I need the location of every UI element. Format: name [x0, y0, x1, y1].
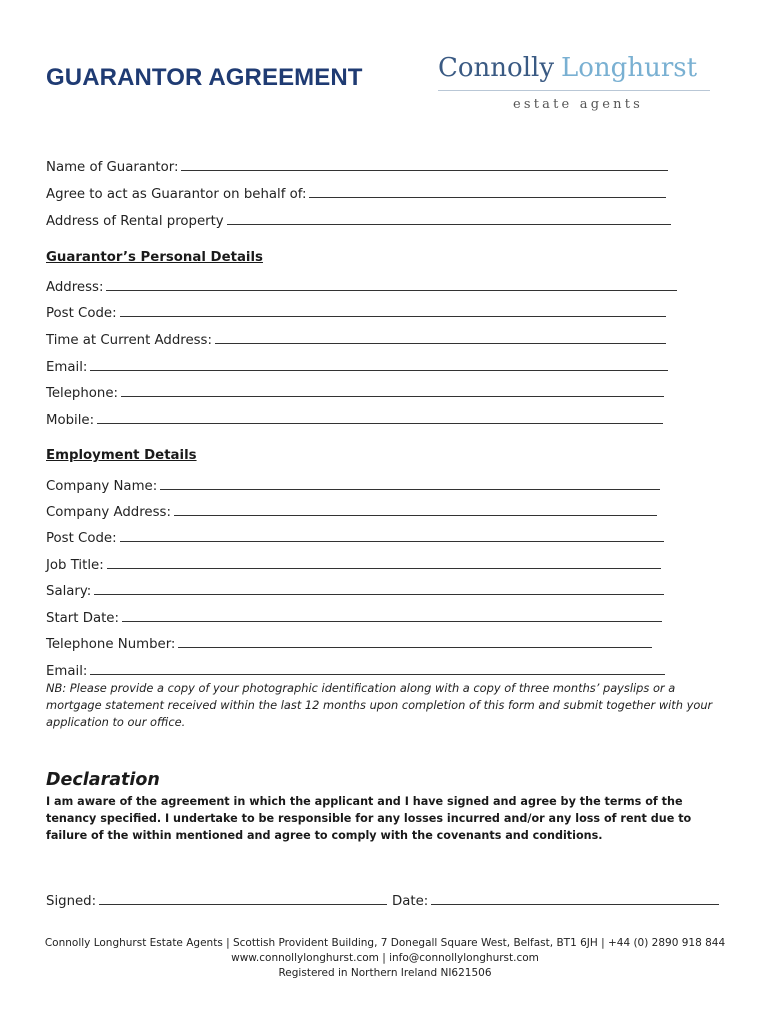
field-mobile: [46, 410, 663, 428]
employment-post-code-input-line[interactable]: [120, 528, 664, 542]
field-address: [46, 277, 677, 295]
signature-input-line[interactable]: [99, 891, 387, 905]
field-label: Company Name:: [46, 479, 158, 494]
field-label: Signed:: [46, 894, 97, 909]
field-signed: [46, 891, 387, 909]
declaration-text: I am aware of the agreement in which the applicant and I have signed and agree by the terms of the tenancy specified. I undertake to be responsible for any losses incurred and/or any loss of rent due to failure of the within mentioned and agree to comply with the covenants and conditions.: [46, 795, 692, 842]
field-label: Job Title:: [46, 558, 104, 573]
start-date-input-line[interactable]: [122, 608, 662, 622]
field-label: Time at Current Address:: [46, 333, 212, 348]
field-label: Telephone Number:: [46, 637, 176, 652]
field-label: Company Address:: [46, 505, 171, 520]
field-post-code: [46, 303, 666, 321]
field-time-at-address: [46, 330, 666, 348]
field-date: [392, 891, 719, 909]
name-input-line[interactable]: [181, 157, 668, 171]
field-label: Name of Guarantor:: [46, 160, 179, 175]
field-telephone-number: [46, 634, 652, 652]
logo-word-longhurst: Longhurst: [561, 53, 698, 83]
salary-input-line[interactable]: [94, 581, 664, 595]
field-on-behalf-of: [46, 184, 666, 202]
field-label: Telephone:: [46, 386, 119, 401]
field-label: Salary:: [46, 584, 92, 599]
field-salary: [46, 581, 664, 599]
company-name-input-line[interactable]: [160, 476, 660, 490]
company-logo: [438, 52, 710, 112]
employment-email-input-line[interactable]: [90, 661, 665, 675]
field-employment-email: [46, 661, 665, 679]
field-label: Address of Rental property: [46, 214, 224, 229]
section-heading-personal: Guarantor’s Personal Details: [46, 250, 263, 265]
field-employment-post-code: [46, 528, 664, 546]
field-email: [46, 357, 668, 375]
declaration-heading: Declaration: [46, 770, 160, 790]
field-label: Post Code:: [46, 531, 117, 546]
job-title-input-line[interactable]: [107, 555, 661, 569]
logo-divider: [438, 90, 710, 91]
field-label: Mobile:: [46, 413, 95, 428]
address-input-line[interactable]: [106, 277, 677, 291]
field-label: Date:: [392, 894, 429, 909]
logo-word-connolly: Connolly: [438, 53, 555, 83]
field-label: Address:: [46, 280, 104, 295]
field-company-address: [46, 502, 657, 520]
field-telephone: [46, 383, 664, 401]
section-heading-employment: Employment Details: [46, 448, 197, 463]
date-input-line[interactable]: [431, 891, 719, 905]
mobile-input-line[interactable]: [97, 410, 663, 424]
telephone-number-input-line[interactable]: [178, 634, 652, 648]
field-rental-address: [46, 211, 671, 229]
field-label: Start Date:: [46, 611, 119, 626]
company-address-input-line[interactable]: [174, 502, 657, 516]
identification-note: NB: Please provide a copy of your photographic identification along with a copy of three months’ payslips or a mortgage statement received within the last 12 months upon completion of this form and submit together with your application to our office.: [46, 681, 713, 729]
behalf-input-line[interactable]: [309, 184, 666, 198]
logo-subtitle: estate agents: [512, 97, 644, 112]
footer-address: Connolly Longhurst Estate Agents | Scottish Provident Building, 7 Donegall Square West, Belfast, BT1 6JH | +44 (0) 2890 918 844: [44, 937, 726, 949]
email-input-line[interactable]: [90, 357, 668, 371]
footer-registration: Registered in Northern Ireland NI621506: [278, 967, 492, 979]
field-label: Email:: [46, 360, 88, 375]
field-job-title: [46, 555, 661, 573]
rental-address-input-line[interactable]: [227, 211, 671, 225]
field-company-name: [46, 476, 660, 494]
post-code-input-line[interactable]: [120, 303, 666, 317]
time-at-address-input-line[interactable]: [215, 330, 666, 344]
page-title: GUARANTOR AGREEMENT: [46, 64, 363, 91]
field-label: Post Code:: [46, 306, 117, 321]
field-guarantor-name: [46, 157, 668, 175]
field-label: Email:: [46, 664, 88, 679]
telephone-input-line[interactable]: [121, 383, 664, 397]
field-label: Agree to act as Guarantor on behalf of:: [46, 187, 307, 202]
page-footer: [0, 936, 770, 981]
footer-contact-links[interactable]: www.connollylonghurst.com | info@connollylonghurst.com: [231, 952, 539, 964]
field-start-date: [46, 608, 662, 626]
